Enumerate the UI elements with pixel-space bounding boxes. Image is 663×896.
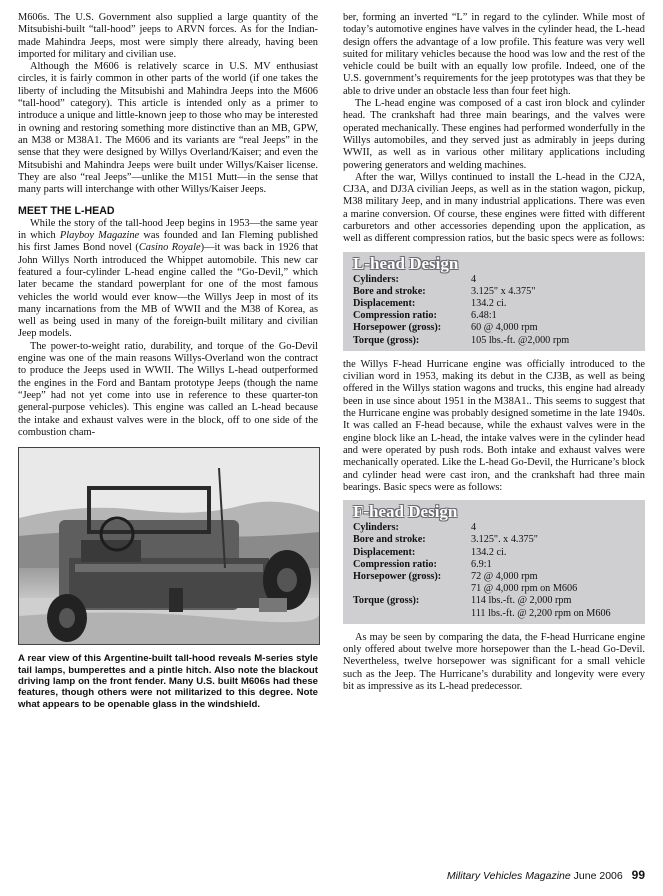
paragraph: Although the M606 is relatively scarce in U.S. MV enthusiast circles, it is fairly common in other parts of the world (if one takes the liberty of including the Mitsubishi and Mahindra Jeeps into the M606 “tall-hood” category). This article is intended only as a primer to introduce a unique and little-known jeep to those who may be interested in owning and restoring something more distinctive than an MB, GPW, an M38 or M38A1. The M606 and its variants are “real Jeeps” in the sense that they were designed by Willys Overland/Kaiser; and even the Mitsubishi and Mahindra Jeeps were built under Willys/Kaiser license. They are also “real Jeeps”—unlike the M151 Mutt—in the sense that many parts will interchange with other Willys/Kaiser Jeeps. xyxy=(18,61,318,196)
paragraph: ber, forming an inverted “L” in regard to the cylinder. While most of today’s automotive engines have valves in the cylinder head, the L-head design offers the advantage of a low profile. This feature was very well suited for military vehicles because the hood was low and the rest of the vehicle could be built with an equally low profile. Indeed, one of the U.S. government’s requirements for the jeep prototypes was that they be able to drive under an obstacle less than four feet high. xyxy=(343,12,645,97)
left-column xyxy=(18,12,318,710)
spec-value: 3.125". x 4.375" xyxy=(471,534,538,546)
spec-label xyxy=(353,583,471,595)
spec-label: Torque (gross): xyxy=(353,595,420,607)
spec-value: 4 xyxy=(471,273,477,285)
spec-row xyxy=(353,274,569,286)
spec-value: 105 lbs.-ft. @2,000 rpm xyxy=(471,334,570,346)
spec-label: Displacement: xyxy=(353,298,416,310)
spec-table xyxy=(353,522,611,620)
magazine-name: Military Vehicles Magazine xyxy=(446,870,571,882)
lhead-spec-box xyxy=(343,252,645,351)
spec-label: Cylinders: xyxy=(353,273,399,285)
paragraph: After the war, Willys continued to install the L-head in the CJ2A, CJ3A, and DJ3A civilian Jeeps, as well as in the station wagon, pickup, M38 military Jeep, and in many industrial applications. There was even a marine conversion. Of course, these engines were fitted with different carburetors and other accessories depending upon the application, as well as different compression ratios, but the basic specs were as follows: xyxy=(343,171,645,245)
spec-row xyxy=(353,583,611,595)
spec-row xyxy=(353,547,611,559)
spec-value: 6.48:1 xyxy=(471,310,497,322)
text-run: While the story of the tall-hood Jeep begins in 1953—the same year in which xyxy=(18,217,318,242)
spec-box-title: F-head Design xyxy=(353,502,458,522)
spec-value: 4 xyxy=(471,522,477,534)
spec-row xyxy=(353,595,611,607)
spec-value: 72 @ 4,000 rpm xyxy=(471,570,538,582)
paragraph: the Willys F-head Hurricane engine was officially introduced to the civilian word in 1953, making its debut in the CJ3B, as well as being offered in the Willys station wagons and trucks, this engine had already been in use since about 1951 in the M38A1.. This seems to suggest that the Hurricane engine was probably designed sometime in the late 1940s. It was called an F-head because, while the exhaust valves were in the engine block like an L-head, the intake valves were in the cylinder head and were operated by push rods. Both intake and exhaust valves were mechanically operated. Like the L-head Go-Devil, the Hurricane’s block and cylinder head were cast iron, and the crankshaft had three main bearings. Basic specs were as follows: xyxy=(343,358,645,493)
right-column xyxy=(343,12,645,693)
spec-value: 71 @ 4,000 rpm on M606 xyxy=(471,583,578,595)
paragraph: The L-head engine was composed of a cast iron block and cylinder head. The crankshaft had three main bearings, and the valves were operated mechanically. These engines had performed wonderfully in the Willys automobiles, and they served just as admirably in jeeps during WWII, as well as in various other military applications including powering generators and welding machines. xyxy=(343,98,645,171)
spec-value: 114 lbs.-ft. @ 2,000 rpm xyxy=(471,595,572,607)
paragraph: The power-to-weight ratio, durability, and torque of the Go-Devil engine was one of the main reasons Willys-Overland won the contract to produce the Jeeps used in WWII. The Willys L-head outperformed the engines in the Ford and Bantam prototype Jeeps (though the name “Jeep” had not yet come into use in reference to these quarter-ton general-purpose vehicles). This engine was called an L-head because the intake and exhaust valves were in the block, off to one side of the combustion cham- xyxy=(18,340,318,438)
spec-row xyxy=(353,310,569,322)
spec-row xyxy=(353,286,569,298)
spec-label: Displacement: xyxy=(353,546,416,558)
spec-row xyxy=(353,571,611,583)
text-run: )—it was back in 1926 that John Willys North introduced the Whippet automobile. This new car featured a four-cylinder L-head engine called the “Go-Devil,” which later became the standard powerplant for one of the most famous vehicles the world would ever know—the Willys Jeep in most of its many incarnations from the MB of WWII and the M38 of Korea, as well as being used in many of the foreign-built military and civilian Jeep models. xyxy=(18,242,318,340)
spec-label: Bore and stroke: xyxy=(353,285,426,297)
page-number: 99 xyxy=(631,868,645,882)
issue-date: June 2006 xyxy=(573,870,623,882)
spec-label: Cylinders: xyxy=(353,522,399,534)
spec-row xyxy=(353,322,569,334)
spec-value: 6.9:1 xyxy=(471,558,492,570)
spec-label: Compression ratio: xyxy=(353,558,437,570)
spec-row xyxy=(353,534,611,546)
paragraph xyxy=(18,218,318,341)
spec-box-title: L-head Design xyxy=(353,253,459,273)
spec-value: 111 lbs.-ft. @ 2,200 rpm on M606 xyxy=(471,607,611,619)
jeep-photo xyxy=(18,447,320,645)
spec-label: Torque (gross): xyxy=(353,334,420,346)
italic-title: Playboy Magazine xyxy=(59,230,140,242)
spec-label: Compression ratio: xyxy=(353,310,437,322)
text-run: was founded and Ian Fleming published his first James Bond novel ( xyxy=(18,230,319,254)
spec-label: Horsepower (gross): xyxy=(353,570,442,582)
spec-row xyxy=(353,522,611,534)
fhead-spec-box xyxy=(343,500,645,624)
paragraph: As may be seen by comparing the data, the F-head Hurricane engine only offered about twelve more horsepower than the L-head Go-Devil. Nevertheless, twelve horsepower was significant for a small vehicle such as the Jeep. The Hurricane’s durability and longevity were every bit as impressive as its L-head predecessor. xyxy=(343,631,645,692)
spec-value: 60 @ 4,000 rpm xyxy=(471,322,538,334)
page-footer xyxy=(447,868,645,882)
spec-value: 134.2 ci. xyxy=(471,298,507,310)
spec-row xyxy=(353,559,611,571)
spec-value: 134.2 ci. xyxy=(471,546,507,558)
spec-label: Bore and stroke: xyxy=(353,534,426,546)
spec-value: 3.125" x 4.375" xyxy=(471,285,536,297)
spec-label xyxy=(353,608,471,620)
spec-label: Horsepower (gross): xyxy=(353,322,442,334)
jeep-illustration xyxy=(19,448,319,644)
spec-row xyxy=(353,335,569,347)
section-heading: MEET THE L-HEAD xyxy=(18,205,115,218)
spec-table xyxy=(353,274,569,347)
spec-row xyxy=(353,298,569,310)
spec-row xyxy=(353,608,611,620)
paragraph: M606s. The U.S. Government also supplied a large quantity of the Mitsubishi-built “tall-hood” jeeps to ARVN forces. As for the Indian-made Mahindra Jeeps, most were simply there already, having been imported for military and civilian use. xyxy=(18,12,318,60)
italic-title: Casino Royale xyxy=(138,242,201,254)
photo-caption: A rear view of this Argentine-built tall-hood reveals M-series style tail lamps, bumperettes and a pintle hitch. Also note the blackout driving lamp on the front fender. Many U.S. built M606s had these features, though others were not militarized to this degree. Note what appears to be openable glass in the windshield. xyxy=(18,653,318,710)
